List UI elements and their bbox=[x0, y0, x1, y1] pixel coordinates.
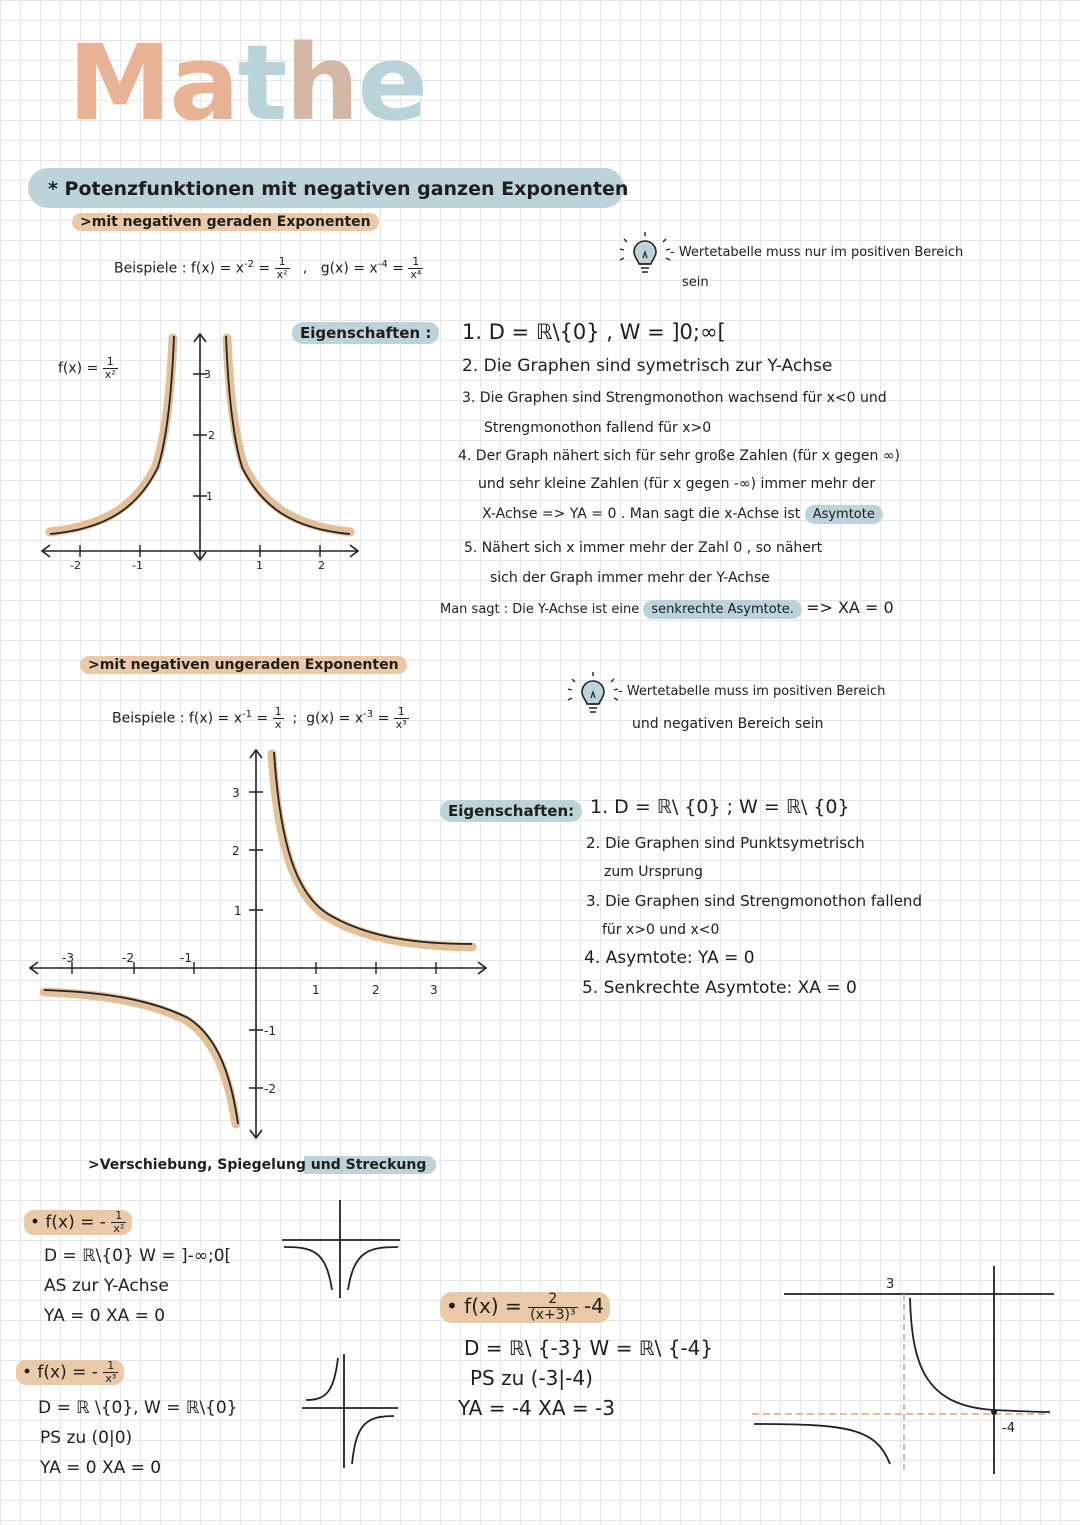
example-separator: , bbox=[302, 260, 308, 277]
tip2-line1: - Wertetabelle muss im positiven Bereich bbox=[618, 684, 886, 699]
section2-prop-3b: für x>0 und x<0 bbox=[602, 922, 720, 938]
block3-line-1: D = ℝ\ {-3} W = ℝ\ {-4} bbox=[464, 1336, 714, 1360]
block3-func-lhs: • f(x) = bbox=[446, 1294, 522, 1318]
example2-separator: ; bbox=[292, 710, 298, 727]
sketch2-neg-reciprocal-cube bbox=[300, 1352, 400, 1470]
graph1-xtick-n1: -1 bbox=[132, 559, 143, 572]
lightbulb-icon bbox=[568, 676, 618, 722]
section2-prop-2: 2. Die Graphen sind Punktsymetrisch bbox=[586, 834, 865, 852]
section2-prop-5: 5. Senkrechte Asymtote: XA = 0 bbox=[582, 978, 857, 998]
example2-num: 1 bbox=[408, 256, 423, 269]
section1-prop-5c-result: => XA = 0 bbox=[806, 598, 894, 617]
title-letter-e: e bbox=[357, 22, 426, 144]
example4-exp: -3 bbox=[363, 708, 374, 720]
block3-func-tail: -4 bbox=[583, 1294, 604, 1318]
block1-line-1: D = ℝ\{0} W = ]-∞;0[ bbox=[44, 1246, 232, 1266]
section1-properties-label: Eigenschaften : bbox=[292, 322, 439, 344]
graph1-xtick-n2: -2 bbox=[70, 559, 81, 572]
title-letter-t: t bbox=[237, 22, 286, 144]
section1-prop-3b: Strengmonothon fallend für x>0 bbox=[484, 420, 712, 436]
example3-num: 1 bbox=[274, 705, 282, 718]
graph1-xtick-1: 1 bbox=[256, 559, 263, 572]
block3-func-num: 2 bbox=[528, 1292, 577, 1308]
section2-properties-label: Eigenschaften: bbox=[440, 800, 582, 822]
example1-num: 1 bbox=[275, 256, 290, 269]
main-heading-text: * Potenzfunktionen mit negativen ganzen Exponenten bbox=[48, 178, 629, 200]
example4-num: 1 bbox=[394, 706, 409, 719]
example4-fraction bbox=[394, 706, 409, 731]
block3-line-3: YA = -4 XA = -3 bbox=[458, 1396, 615, 1420]
examples-label: Beispiele : bbox=[114, 260, 187, 277]
section1-label: >mit negativen geraden Exponenten bbox=[72, 213, 379, 231]
section3-label: >Verschiebung, Spiegelung und Streckung bbox=[88, 1156, 436, 1174]
example3-eq: = bbox=[251, 710, 273, 727]
graph1-ytick-1: 1 bbox=[206, 490, 213, 503]
graph2-ytick-n2: -2 bbox=[264, 1082, 276, 1096]
block2-function bbox=[16, 1360, 124, 1385]
section2-prop-3: 3. Die Graphen sind Strengmonothon fallend bbox=[586, 892, 922, 910]
graph1-xtick-2: 2 bbox=[318, 559, 325, 572]
section1-prop-5c bbox=[440, 598, 894, 617]
graph2-ytick-2: 2 bbox=[232, 844, 240, 858]
section1-prop-4c-text: X-Achse => YA = 0 . Man sagt die x-Achse ist bbox=[482, 506, 801, 522]
block1-line-3: YA = 0 XA = 0 bbox=[44, 1306, 166, 1326]
example1-den: x² bbox=[276, 268, 288, 281]
example3-exp: -1 bbox=[241, 708, 252, 720]
example2-exp: -4 bbox=[377, 258, 388, 270]
graph2-xtick-2: 2 bbox=[372, 983, 380, 997]
example3-fraction bbox=[273, 706, 284, 731]
graph1-curve-left-shadow bbox=[50, 338, 173, 532]
block2-func-fraction bbox=[103, 1360, 118, 1385]
graph1-label-num: 1 bbox=[103, 356, 118, 369]
sketch1-neg-reciprocal-square bbox=[282, 1200, 402, 1300]
examples2-label: Beispiele : bbox=[112, 710, 185, 727]
example3-den: x bbox=[274, 718, 282, 731]
section2-label: >mit negativen ungeraden Exponenten bbox=[80, 656, 407, 674]
graph1-curve-left bbox=[50, 336, 174, 534]
block2-line-1: D = ℝ \{0}, W = ℝ\{0} bbox=[38, 1398, 238, 1418]
example2-fraction bbox=[408, 256, 423, 281]
graph2-reciprocal-odd bbox=[26, 744, 496, 1144]
vertical-asymptote-badge: senkrechte Asymtote. bbox=[643, 600, 802, 619]
graph2-curve-pos-shadow bbox=[272, 754, 472, 947]
sketch3-label-top: 3 bbox=[886, 1277, 895, 1292]
example2-eq: = bbox=[387, 260, 409, 277]
graph2-xtick-n3: -3 bbox=[62, 951, 74, 965]
example3-lhs: f(x) = x bbox=[188, 710, 242, 727]
block1-line-2: AS zur Y-Achse bbox=[44, 1276, 169, 1296]
graph2-ytick-3: 3 bbox=[232, 786, 240, 800]
lightbulb-icon bbox=[620, 236, 670, 282]
example4-lhs: g(x) = x bbox=[306, 710, 364, 727]
block3-func-fraction bbox=[528, 1292, 577, 1323]
block1-func-lhs: • f(x) = - bbox=[30, 1212, 106, 1233]
graph1-ytick-3: 3 bbox=[204, 368, 211, 381]
section2-prop-4: 4. Asymtote: YA = 0 bbox=[584, 948, 755, 968]
block2-line-2: PS zu (0|0) bbox=[40, 1428, 133, 1448]
section1-prop-4: 4. Der Graph nähert sich für sehr große Zahlen (für x gegen ∞) bbox=[458, 448, 900, 464]
example2-lhs: g(x) = x bbox=[320, 260, 378, 277]
section1-examples bbox=[114, 256, 423, 281]
tip1-line2: sein bbox=[682, 275, 709, 290]
block1-func-den: x² bbox=[113, 1222, 125, 1235]
example2-den: x⁴ bbox=[410, 268, 422, 281]
graph2-xtick-n1: -1 bbox=[180, 951, 192, 965]
section1-prop-1: 1. D = ℝ\{0} , W = ]0;∞[ bbox=[462, 320, 726, 344]
graph1-ytick-2: 2 bbox=[208, 429, 215, 442]
graph2-ytick-1: 1 bbox=[234, 904, 242, 918]
title-letter-a: a bbox=[169, 22, 238, 144]
title-letter-m: M bbox=[68, 22, 170, 144]
graph2-curve-pos bbox=[274, 752, 472, 944]
example1-eq: = bbox=[253, 260, 275, 277]
section2-examples bbox=[112, 706, 409, 731]
graph1-reciprocal-square bbox=[36, 326, 366, 572]
example1-fraction bbox=[275, 256, 290, 281]
graph2-xtick-3: 3 bbox=[430, 983, 438, 997]
section1-prop-4c bbox=[482, 506, 883, 522]
example4-eq: = bbox=[373, 710, 394, 727]
graph1-label-den: x² bbox=[104, 368, 116, 381]
example1-lhs: f(x) = x bbox=[190, 260, 244, 277]
section1-prop-5: 5. Nähert sich x immer mehr der Zahl 0 , so nähert bbox=[464, 540, 823, 556]
tip2-line2: und negativen Bereich sein bbox=[632, 716, 824, 732]
block3-func-den: (x+3)³ bbox=[530, 1307, 576, 1323]
block3-function bbox=[440, 1292, 610, 1323]
block2-line-3: YA = 0 XA = 0 bbox=[40, 1458, 162, 1478]
section2-prop-2b: zum Ursprung bbox=[604, 864, 703, 880]
graph2-curve-neg bbox=[44, 990, 238, 1124]
graph1-curve-right-shadow bbox=[227, 338, 350, 532]
section1-prop-3: 3. Die Graphen sind Strengmonothon wachsend für x<0 und bbox=[462, 390, 887, 406]
section1-prop-5c-text: Man sagt : Die Y-Achse ist eine bbox=[440, 602, 640, 617]
block2-func-lhs: • f(x) = - bbox=[22, 1362, 98, 1383]
graph2-xtick-n2: -2 bbox=[122, 951, 134, 965]
graph2-ytick-n1: -1 bbox=[264, 1024, 276, 1038]
example1-exp: -2 bbox=[243, 258, 254, 270]
sketch3-label-right: -4 bbox=[1002, 1421, 1015, 1436]
block1-func-fraction bbox=[111, 1210, 126, 1235]
block2-func-den: x³ bbox=[105, 1372, 117, 1385]
block2-func-num: 1 bbox=[103, 1360, 118, 1373]
page-title bbox=[68, 22, 426, 144]
sketch3-shifted-reciprocal-cube bbox=[748, 1264, 1054, 1484]
section1-prop-4b: und sehr kleine Zahlen (für x gegen -∞) immer mehr der bbox=[478, 476, 876, 492]
example4-den: x³ bbox=[395, 718, 407, 731]
asymptote-badge: Asymtote bbox=[805, 505, 883, 524]
graph2-curve-neg-shadow bbox=[44, 992, 236, 1124]
tip1-line1: - Wertetabelle muss nur im positiven Bereich bbox=[670, 245, 964, 260]
section2-prop-1: 1. D = ℝ\ {0} ; W = ℝ\ {0} bbox=[590, 796, 850, 818]
graph1-label-lhs: f(x) = bbox=[58, 360, 99, 377]
block3-line-2: PS zu (-3|-4) bbox=[470, 1366, 593, 1390]
block1-func-num: 1 bbox=[111, 1210, 126, 1223]
graph1-curve-right bbox=[226, 336, 350, 534]
section1-prop-2: 2. Die Graphen sind symetrisch zur Y-Achse bbox=[462, 356, 833, 376]
block1-function bbox=[24, 1210, 132, 1235]
section1-prop-5b: sich der Graph immer mehr der Y-Achse bbox=[490, 570, 770, 586]
title-letter-h: h bbox=[285, 22, 358, 144]
graph2-xtick-1: 1 bbox=[312, 983, 320, 997]
